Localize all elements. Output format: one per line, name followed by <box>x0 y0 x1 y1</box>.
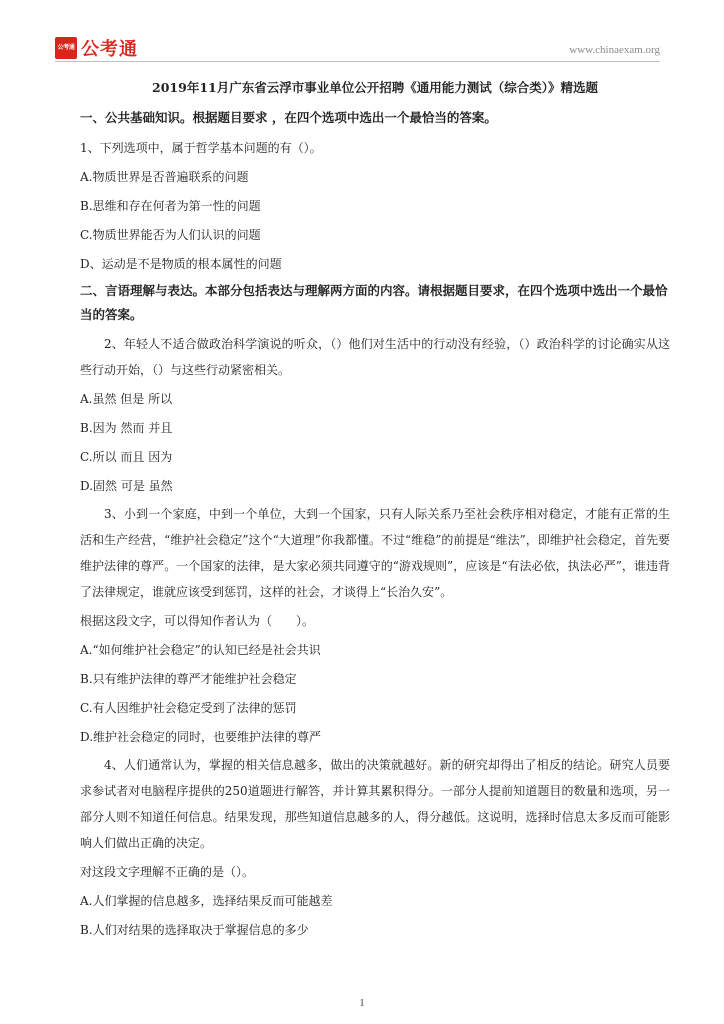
question-3-option-b: B.只有维护法律的尊严才能维护社会稳定 <box>80 672 297 686</box>
question-4-stem: 4、人们通常认为，掌握的相关信息越多，做出的决策就越好。新的研究却得出了相反的结论。研究人员要求参试者对电脑程序提供的250道题进行解答，并计算其累积得分。一部分人提前知道题目的数量和选项，另一部分人则不知道任何信息。结果发现，那些知道信息越多的人，得分越低。这说明，选择时信息太多反而可能影响人们做出正确的决定。 <box>80 758 670 850</box>
brand-logo[interactable] <box>55 35 138 61</box>
question-1-option-b: B.思维和存在何者为第一性的问题 <box>80 199 261 213</box>
logo-badge-icon: 公考通 <box>55 37 77 59</box>
question-3-option-c: C.有人因维护社会稳定受到了法律的惩罚 <box>80 701 297 715</box>
header-divider <box>55 61 660 62</box>
document-title: 2019年11月广东省云浮市事业单位公开招聘《通用能力测试（综合类）》精选题 <box>152 80 598 95</box>
question-1-option-a: A.物质世界是否普遍联系的问题 <box>80 170 249 184</box>
question-3-stem: 3、小到一个家庭，中到一个单位，大到一个国家，只有人际关系乃至社会秩序相对稳定，才能有正常的生活和生产经营，“维护社会稳定”这个“大道理”你我都懂。不过“维稳”的前提是“维法”，即维护社会稳定，首先要维护法律的尊严。一个国家的法律，是大家必须共同遵守的“游戏规则”，应该是“有法必依，执法必严”，谁违背了法律规定，谁就应该受到惩罚，这样的社会，才谈得上“长治久安”。 <box>80 507 670 599</box>
logo-text: 公考通 <box>81 39 138 60</box>
page-number: 1 <box>359 998 365 1009</box>
question-3-prompt: 根据这段文字，可以得知作者认为（ ）。 <box>80 614 315 628</box>
site-url-link[interactable]: www.chinaexam.org <box>569 44 660 56</box>
question-3-option-d: D.维护社会稳定的同时，也要维护法律的尊严 <box>80 730 322 744</box>
question-1-option-d: D、运动是不是物质的根本属性的问题 <box>80 257 282 271</box>
question-1-option-c: C.物质世界能否为人们认识的问题 <box>80 228 261 242</box>
question-3-option-a: A.“如何维护社会稳定”的认知已经是社会共识 <box>80 643 321 657</box>
page-header <box>0 0 724 62</box>
question-4-option-b: B.人们对结果的选择取决于掌握信息的多少 <box>80 923 309 937</box>
question-1-stem: 1、下列选项中，属于哲学基本问题的有（）。 <box>80 141 322 155</box>
section-heading-1: 一、公共基础知识。根据题目要求 ，在四个选项中选出一个最恰当的答案。 <box>80 110 497 125</box>
document-body <box>80 78 670 945</box>
question-2-option-d: D.固然 可是 虽然 <box>80 479 173 493</box>
question-2-stem: 2、年轻人不适合做政治科学演说的听众，（）他们对生活中的行动没有经验，（）政治科学的讨论确实从这些行动开始，（）与这些行动紧密相关。 <box>80 337 670 377</box>
question-2-option-c: C.所以 而且 因为 <box>80 450 173 464</box>
question-4-option-a: A.人们掌握的信息越多，选择结果反而可能越差 <box>80 894 333 908</box>
section-heading-2: 二、言语理解与表达。本部分包括表达与理解两方面的内容。请根据题目要求，在四个选项中选出一个最恰当的答案。 <box>80 283 668 322</box>
question-4-prompt: 对这段文字理解不正确的是（）。 <box>80 865 255 879</box>
question-2-option-b: B.因为 然而 并且 <box>80 421 173 435</box>
question-2-option-a: A.虽然 但是 所以 <box>80 392 173 406</box>
